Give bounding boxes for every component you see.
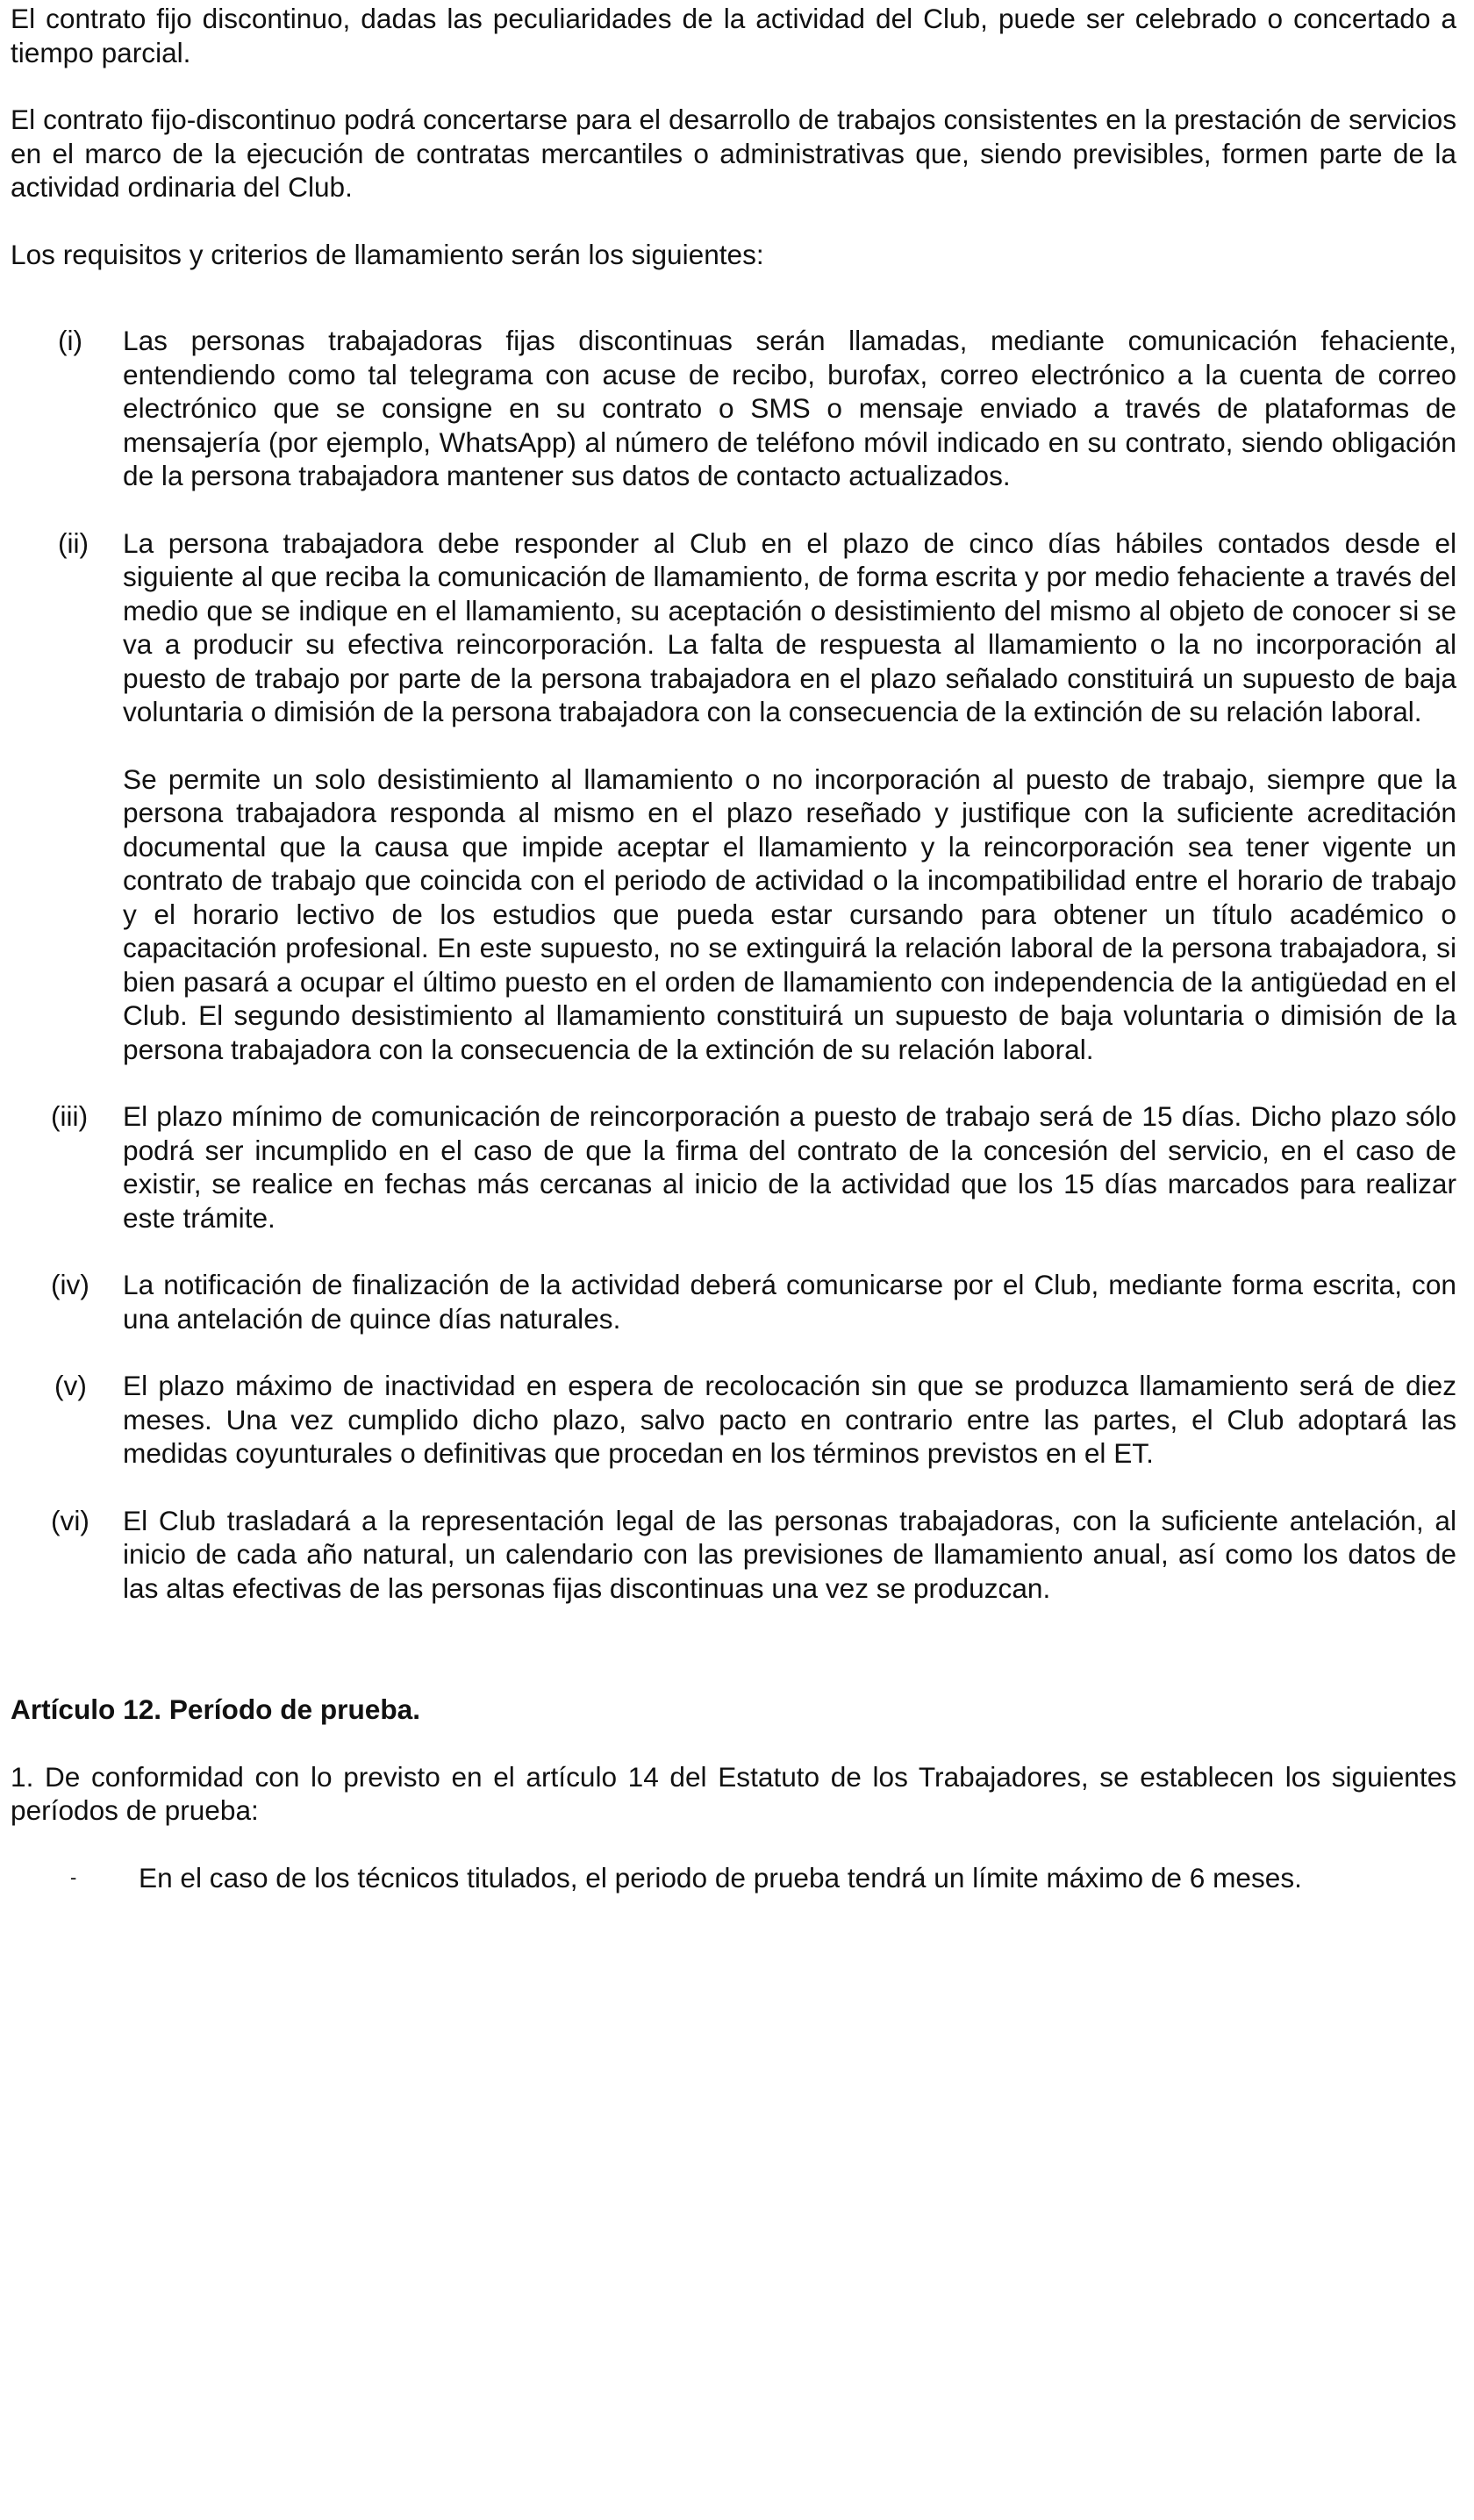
paragraph-requirements-intro: Los requisitos y criterios de llamamiento serán los siguientes:: [11, 238, 764, 270]
list-item-text: La persona trabajadora debe responder al Club en el plazo de cinco días hábiles contados desde el siguiente al que reciba la comunicación de llamamiento, de forma escrita y por medio fehaciente a través del medio que se indique en el llamamiento, su aceptación o desistimiento del mismo al objeto de conocer si se va a producir su efectiva reincorporación. La falta de respuesta al llamamiento o la no incorporación al puesto de trabajo por parte de la persona trabajadora en el plazo señalado constituirá un supuesto de baja voluntaria o dimisión de la persona trabajadora con la consecuencia de la extinción de su relación laboral.: [123, 526, 1456, 727]
bullet-item: [11, 1861, 1456, 1895]
list-item: [11, 1504, 1456, 1606]
document-page: [11, 0, 1456, 1894]
paragraph-part-time: El contrato fijo discontinuo, dadas las peculiaridades de la actividad del Club, puede ser celebrado o concertado a tiempo parcial.: [11, 3, 1456, 68]
list-item-number: (iv): [51, 1269, 89, 1300]
list-item: [11, 1268, 1456, 1335]
dash-bullet: -: [70, 1865, 77, 1888]
list-item-number: (iii): [51, 1100, 89, 1132]
list-item-text: El Club trasladará a la representación legal de las personas trabajadoras, con la suficiente antelación, al inicio de cada año natural, un calendario con las previsiones de llamamiento anual, así como los datos de las altas efectivas de las personas fijas discontinuas una vez se produzcan.: [123, 1504, 1456, 1604]
bullet-text: En el caso de los técnicos titulados, el periodo de prueba tendrá un límite máximo de 6 meses.: [139, 1861, 1302, 1894]
list-item: [11, 324, 1456, 493]
article-paragraph-1: 1. De conformidad con lo previsto en el artículo 14 del Estatuto de los Trabajadores, se establecen los siguientes períodos de prueba:: [11, 1760, 1456, 1826]
list-item-body: [123, 526, 1456, 1067]
article-heading: Artículo 12. Período de prueba.: [11, 1693, 420, 1725]
paragraph-contracts: El contrato fijo-discontinuo podrá concertarse para el desarrollo de trabajos consistentes en la prestación de servicios en el marco de la ejecución de contratas mercantiles o administrativas que, siendo previsibles, formen parte de la actividad ordinaria del Club.: [11, 104, 1456, 203]
list-item: [11, 526, 1456, 1067]
list-item-number: (vi): [51, 1504, 89, 1536]
list-item: [11, 1369, 1456, 1471]
list-item-number: (ii): [58, 526, 89, 559]
list-item-text: Las personas trabajadoras fijas discontinuas serán llamadas, mediante comunicación fehaciente, entendiendo como tal telegrama con acuse de recibo, burofax, correo electrónico a la cuenta de correo electrónico que se consigne en su contrato o SMS o mensaje enviado a través de plataformas de mensajería (por ejemplo, WhatsApp) al número de teléfono móvil indicado en su contrato, siendo obligación de la persona trabajadora mantener sus datos de contacto actualizados.: [123, 325, 1456, 491]
requirements-list: [11, 324, 1456, 1605]
list-item-text: El plazo máximo de inactividad en espera de recolocación sin que se produzca llamamiento será de diez meses. Una vez cumplido dicho plazo, salvo pacto en contrario entre las partes, el Club adoptará las medidas coyunturales o definitivas que procedan en los términos previstos en el ET.: [123, 1370, 1456, 1469]
list-item-number: (v): [54, 1370, 87, 1401]
list-item-number: (i): [58, 325, 83, 356]
list-item: [11, 1099, 1456, 1235]
list-item-subparagraph: Se permite un solo desistimiento al llamamiento o no incorporación al puesto de trabajo, siempre que la persona trabajadora responda al mismo en el plazo reseñado y justifique con la suficiente acreditación documental que la causa que impide aceptar el llamamiento y la reincorporación sea tener vigente un contrato de trabajo que coincida con el periodo de actividad o la incompatibilidad entre el horario de trabajo y el horario lectivo de los estudios que pueda estar cursando para obtener un título académico o capacitación profesional. En este supuesto, no se extinguirá la relación laboral de la persona trabajadora, si bien pasará a ocupar el último puesto en el orden de llamamiento con independencia de la antigüedad en el Club. El segundo desistimiento al llamamiento constituirá un supuesto de baja voluntaria o dimisión de la persona trabajadora con la consecuencia de la extinción de su relación laboral.: [123, 762, 1456, 1065]
list-item-text: La notificación de finalización de la actividad deberá comunicarse por el Club, mediante forma escrita, con una antelación de quince días naturales.: [123, 1269, 1456, 1335]
list-item-text: El plazo mínimo de comunicación de reincorporación a puesto de trabajo será de 15 días. Dicho plazo sólo podrá ser incumplido en el caso de que la firma del contrato de la concesión del servicio, en el caso de existir, se realice en fechas más cercanas al inicio de la actividad que los 15 días marcados para realizar este trámite.: [123, 1100, 1456, 1234]
